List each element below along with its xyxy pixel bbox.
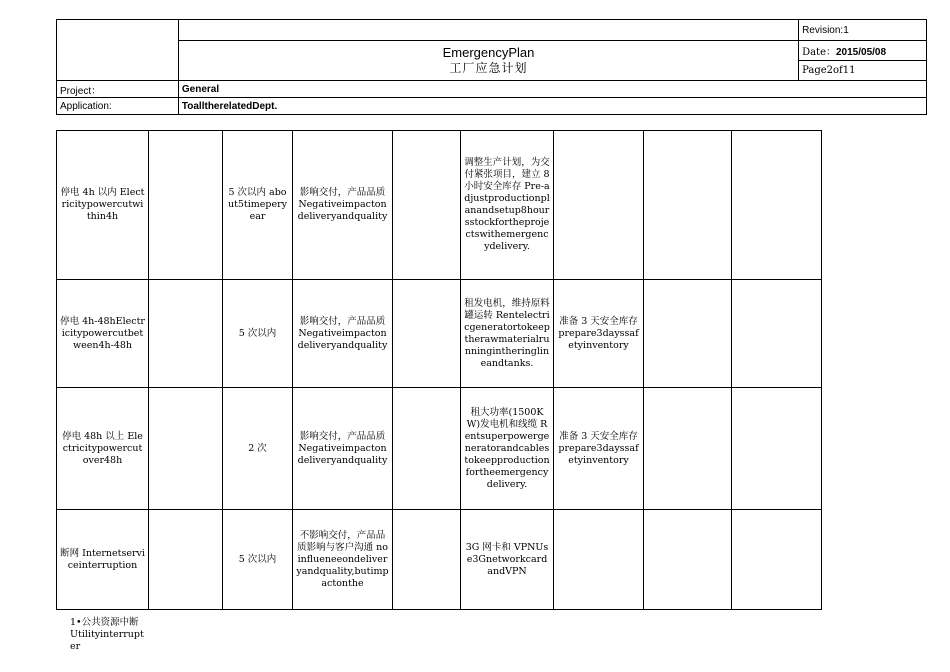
- prevention-cell: 准备 3 天安全库存 prepare3dayssafetyinventory: [554, 388, 644, 510]
- blank-cell: [393, 131, 461, 280]
- frequency-cell: 2 次: [223, 388, 293, 510]
- blank-cell: [149, 280, 223, 388]
- blank-cell: [149, 388, 223, 510]
- title-zh: 工厂应急计划: [449, 61, 528, 75]
- blank-cell: [644, 510, 732, 610]
- measure-cell: 3G 网卡和 VPNUse3GnetworkcardandVPN: [461, 510, 554, 610]
- blank-cell: [149, 131, 223, 280]
- prevention-cell: [554, 510, 644, 610]
- blank-cell: [393, 280, 461, 388]
- emergency-plan-table: [56, 130, 822, 610]
- blank-cell: [644, 388, 732, 510]
- frequency-cell: 5 次以内: [223, 280, 293, 388]
- application-label: Application:: [57, 98, 179, 115]
- prevention-cell: 准备 3 天安全库存 prepare3dayssafetyinventory: [554, 280, 644, 388]
- date-label: Date：: [802, 47, 836, 58]
- table-row: [57, 131, 822, 280]
- measure-cell: 租大功率(1500KW)发电机和线缆 Rentsuperpowergeneratorandcablestokeepproductionfortheemergencydelivery.: [461, 388, 554, 510]
- date-value: 2015/05/08: [836, 47, 887, 58]
- blank-cell: [393, 388, 461, 510]
- event-cell: 停电 4h 以内 Electricitypowercutwithin4h: [57, 131, 149, 280]
- revision: Revision:1: [799, 20, 927, 41]
- logo-cell: [57, 20, 179, 81]
- impact-cell: 影响交付，产品品质 Negativeimpactondeliveryandquality: [293, 280, 393, 388]
- frequency-cell: 5 次以内 about5timeperyear: [223, 131, 293, 280]
- frequency-cell: 5 次以内: [223, 510, 293, 610]
- measure-cell: 调整生产计划，为交付紧张项目，建立 8 小时安全库存 Pre-adjustproductionplanandsetup8hoursstockfortheprojectswithemergencydelivery.: [461, 131, 554, 280]
- table-row: [57, 280, 822, 388]
- header-blank-cell: [178, 20, 798, 41]
- project-value: General: [178, 81, 926, 98]
- project-label: [57, 81, 179, 98]
- blank-cell: [732, 131, 822, 280]
- event-cell: 停电 48h 以上 Electricitypowercutover48h: [57, 388, 149, 510]
- blank-cell: [644, 280, 732, 388]
- blank-cell: [732, 510, 822, 610]
- document-header: [56, 19, 927, 115]
- date-field: [799, 41, 927, 61]
- table-row: [57, 388, 822, 510]
- table-row: [57, 510, 822, 610]
- prevention-cell: [554, 131, 644, 280]
- blank-cell: [732, 280, 822, 388]
- impact-cell: 影响交付，产品品质 Negativeimpactondeliveryandquality: [293, 131, 393, 280]
- impact-cell: 影响交付，产品品质 Negativeimpactondeliveryandquality: [293, 388, 393, 510]
- blank-cell: [149, 510, 223, 610]
- title-en: EmergencyPlan: [442, 45, 535, 60]
- event-cell: 停电 4h-48hElectricitypowercutbetween4h-48h: [57, 280, 149, 388]
- measure-cell: 租发电机，维持原料罐运转 Rentelectricgeneratortokeeptherawmaterialrunningintheringlineandtanks.: [461, 280, 554, 388]
- title-cell: [178, 41, 798, 81]
- blank-cell: [644, 131, 732, 280]
- application-value: ToalltherelatedDept.: [178, 98, 926, 115]
- impact-cell: 不影响交付，产品品质影响与客户沟通 noinflueneeondeliveryandquality,butimpactonthe: [293, 510, 393, 610]
- section-footnote: 1•公共资源中断 Utilityinterrupter: [70, 617, 144, 652]
- page-number: Page2of11: [799, 61, 927, 81]
- blank-cell: [393, 510, 461, 610]
- event-cell: 断网 Internetserviceinterruption: [57, 510, 149, 610]
- blank-cell: [732, 388, 822, 510]
- project-label-text: Project：: [60, 85, 102, 97]
